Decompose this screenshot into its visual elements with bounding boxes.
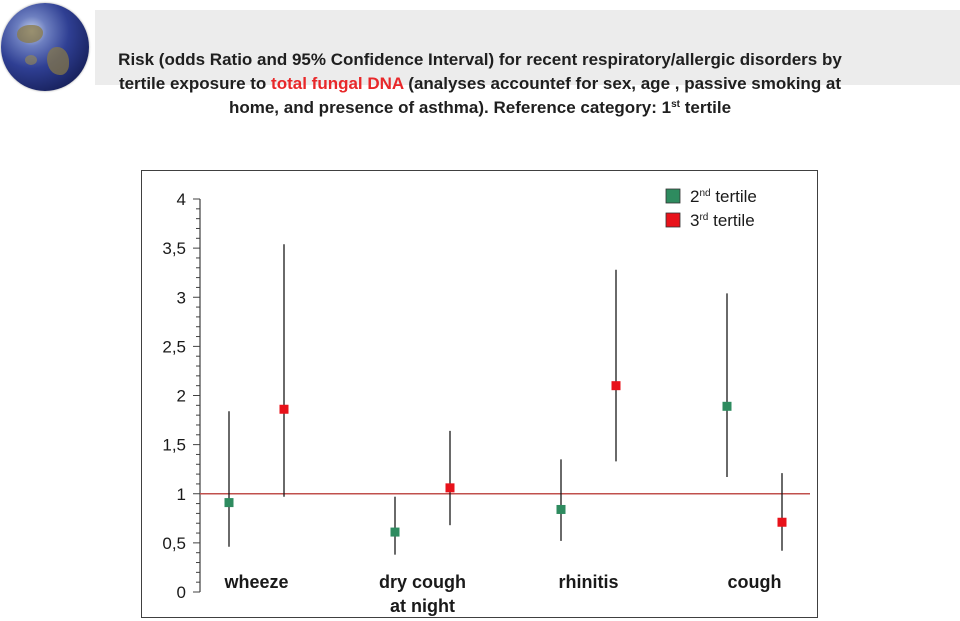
legend-entry: 3rd tertile — [690, 211, 755, 230]
y-tick-label: 1 — [176, 484, 186, 504]
category-label: rhinitis — [558, 572, 619, 592]
category-label: at night — [390, 596, 455, 616]
y-tick-label: 0 — [176, 583, 186, 602]
title-highlight: total fungal DNA — [271, 74, 404, 93]
data-point-marker — [612, 381, 621, 390]
y-tick-label: 4 — [176, 190, 186, 209]
y-tick-label: 3,5 — [162, 239, 186, 259]
title-line-2-suffix: (analyses accountef for sex, age , passive smoking at — [403, 74, 842, 93]
legend-swatch — [666, 189, 680, 203]
data-point-marker — [446, 483, 455, 492]
title-line-3-suffix: tertile — [680, 98, 732, 117]
y-tick-label: 0,5 — [162, 533, 186, 553]
data-point-marker — [557, 505, 566, 514]
data-point-marker — [723, 402, 732, 411]
y-tick-label: 2 — [176, 386, 186, 406]
data-point-marker — [280, 405, 289, 414]
category-label: dry cough — [378, 572, 467, 592]
title-line-3-sup: st — [671, 99, 681, 110]
title-line-2-prefix: tertile exposure to — [118, 74, 272, 93]
data-point-marker — [225, 498, 234, 507]
legend-entry: 2nd tertile — [690, 187, 757, 206]
category-label: wheeze — [224, 572, 289, 592]
category-label: cough — [727, 572, 782, 592]
legend-swatch — [666, 213, 680, 227]
y-tick-label: 3 — [176, 288, 186, 308]
y-tick-label: 1,5 — [162, 435, 186, 455]
title-line-3-prefix: home, and presence of asthma). Reference category: 1 — [228, 98, 672, 117]
y-tick-label: 2,5 — [162, 337, 186, 357]
title-line-1: Risk (odds Ratio and 95% Confidence Interval) for recent respiratory/allergic disorders by — [118, 50, 842, 69]
data-point-marker — [778, 518, 787, 527]
data-point-marker — [391, 528, 400, 537]
